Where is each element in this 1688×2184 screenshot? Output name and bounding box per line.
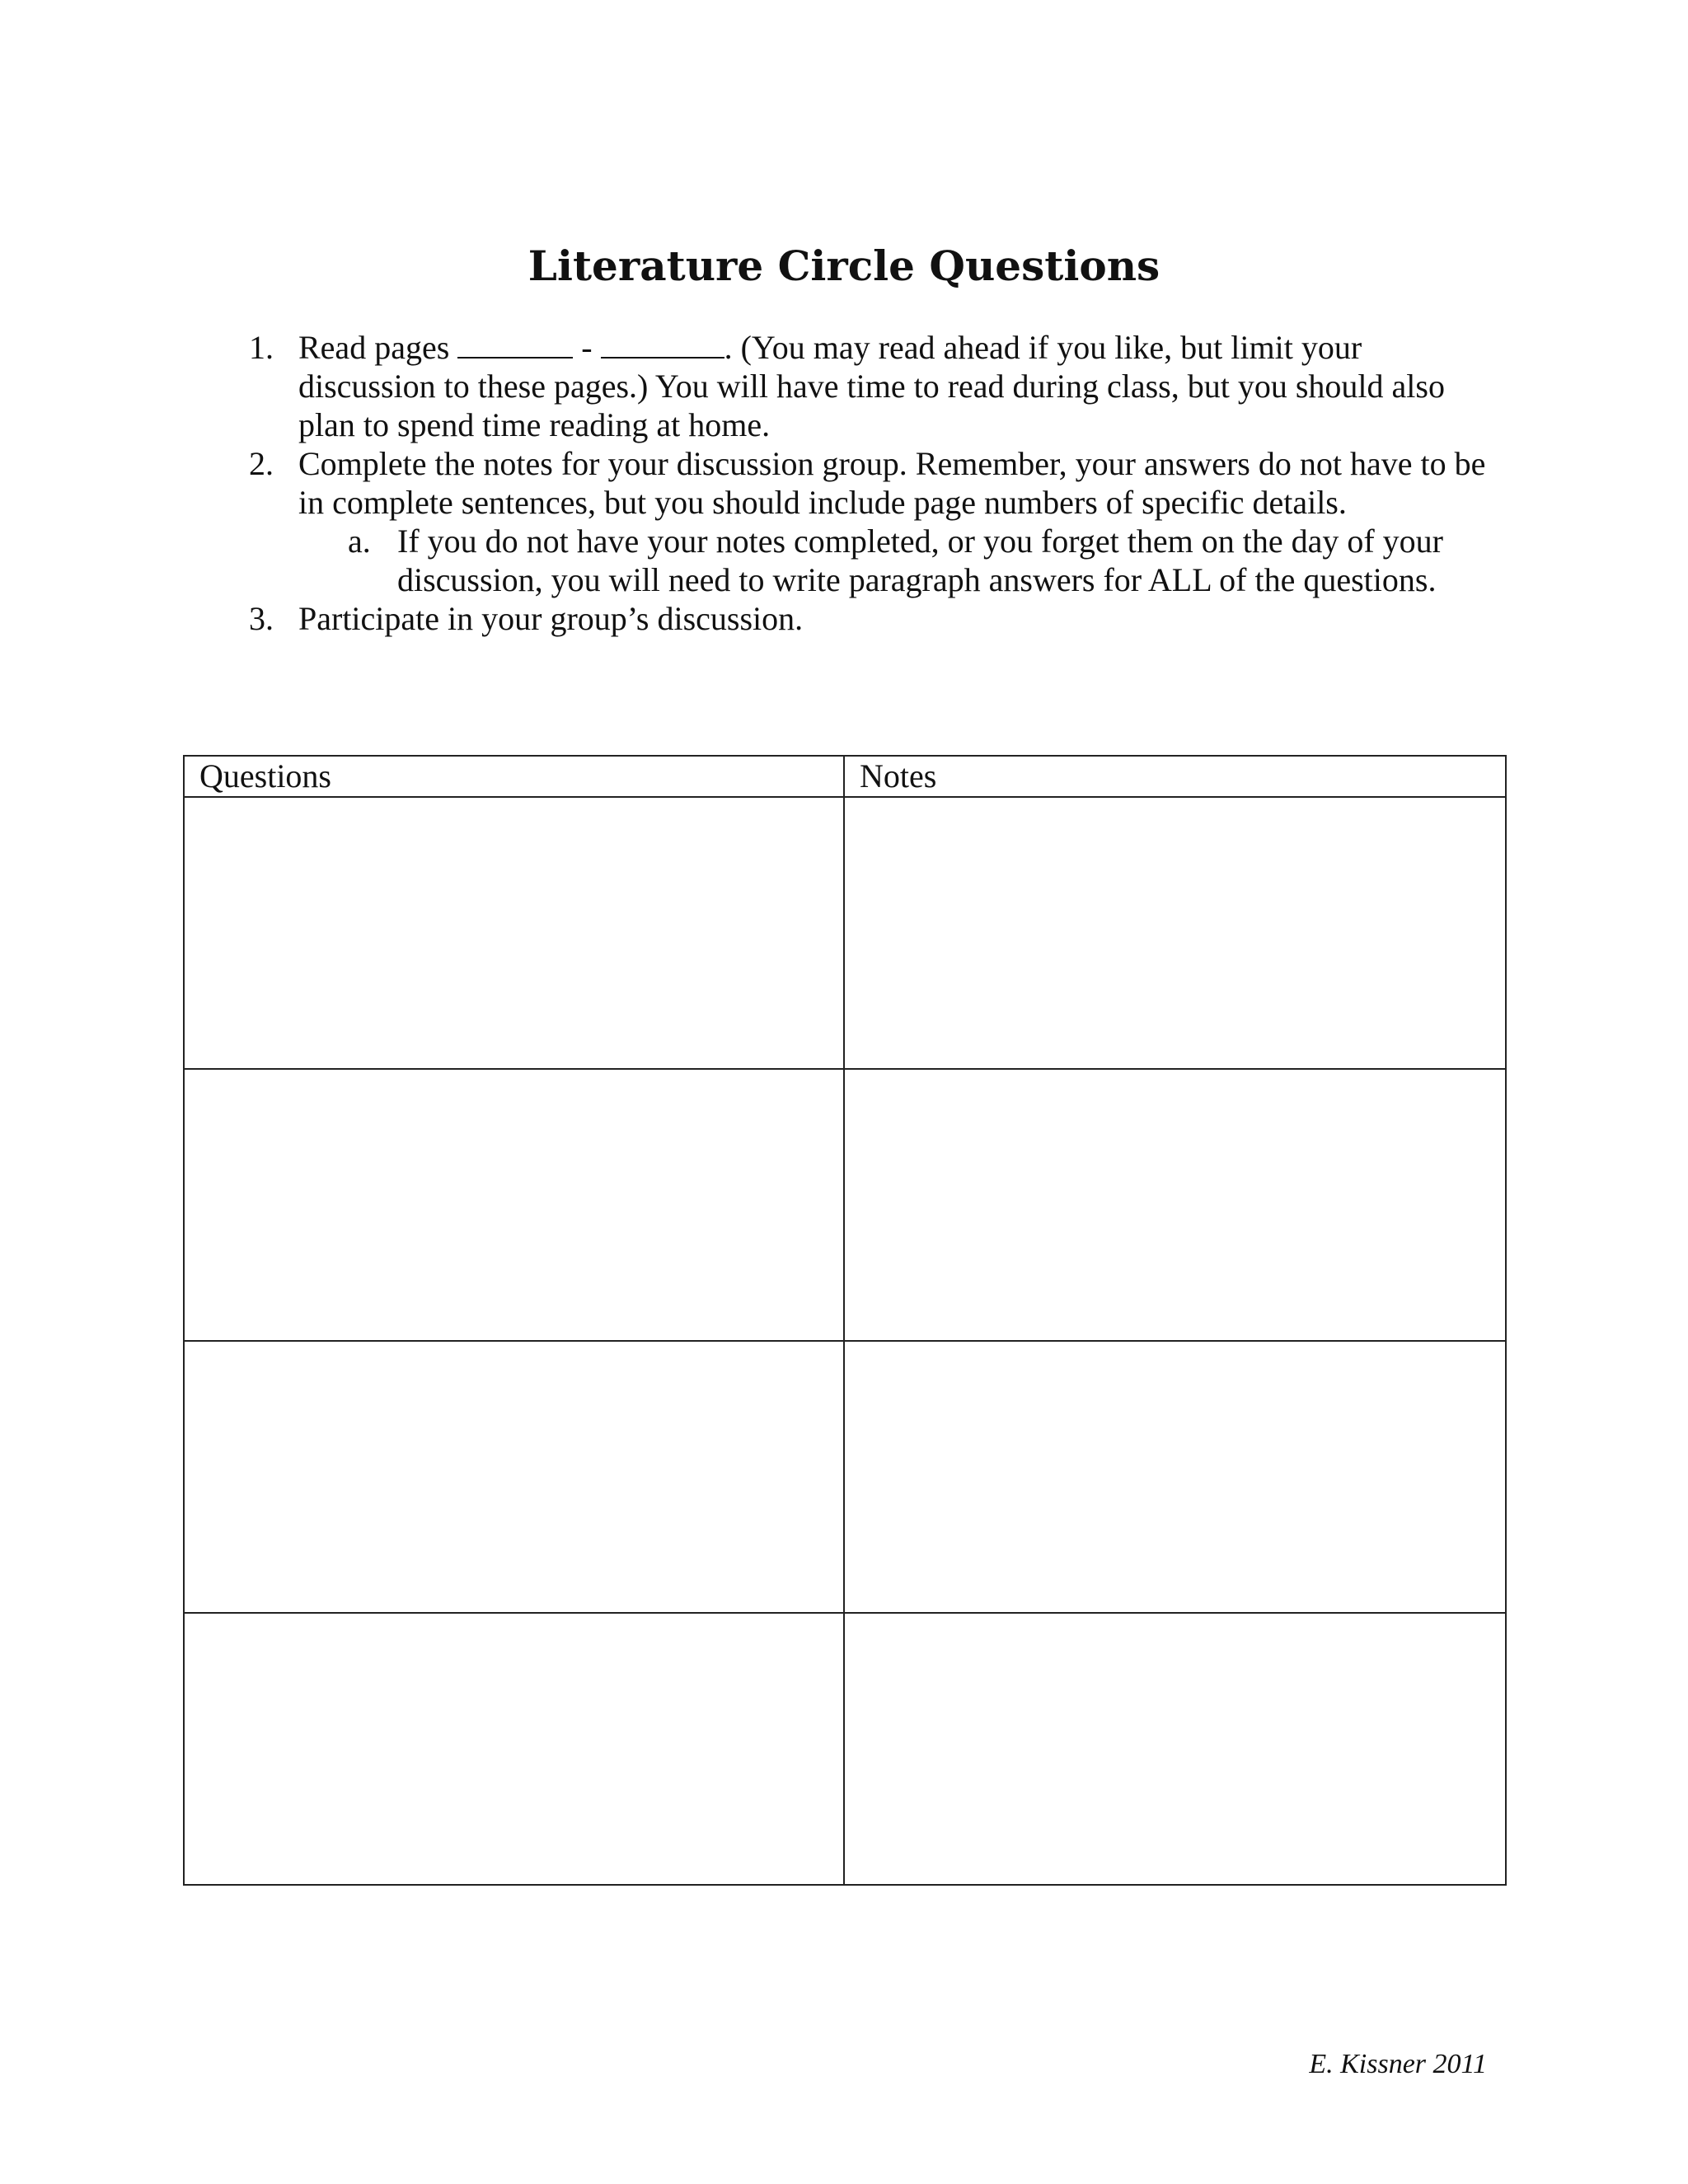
- page-title: Literature Circle Questions: [528, 241, 1160, 290]
- instruction-item-3: [249, 599, 1502, 638]
- column-header-notes: Notes: [844, 756, 1506, 797]
- instruction-text: Participate in your group’s discussion.: [298, 600, 804, 637]
- instruction-number: 3.: [249, 600, 274, 637]
- table-row: [184, 1069, 1506, 1341]
- instruction-sub-number: a.: [348, 523, 371, 560]
- table-row: [184, 1341, 1506, 1613]
- column-header-questions: Questions: [184, 756, 844, 797]
- table-row: [184, 1613, 1506, 1885]
- question-cell[interactable]: [184, 797, 844, 1069]
- instruction-item-2: [249, 444, 1502, 599]
- notes-cell[interactable]: [844, 1341, 1506, 1613]
- instruction-text: . (You may read ahead if you like, but limit your discussion to these pages.) You will have time to read during class, but you should also plan to spend time reading at home.: [298, 329, 1445, 443]
- question-cell[interactable]: [184, 1613, 844, 1885]
- instruction-text: Read pages: [298, 329, 458, 366]
- dash-separator: -: [573, 329, 601, 366]
- table-row: [184, 797, 1506, 1069]
- author-credit: E. Kissner 2011: [1309, 2049, 1487, 2079]
- page-start-blank[interactable]: [457, 329, 573, 359]
- question-cell[interactable]: [184, 1069, 844, 1341]
- instruction-text: Complete the notes for your discussion group. Remember, your answers do not have to be in complete sentences, but you should include page numbers of specific details.: [298, 445, 1486, 521]
- instruction-number: 1.: [249, 329, 274, 366]
- instruction-sub-text: If you do not have your notes completed, or you forget them on the day of your discussion, you will need to write paragraph answers for ALL of the questions.: [397, 523, 1443, 598]
- notes-cell[interactable]: [844, 1613, 1506, 1885]
- page-end-blank[interactable]: [601, 329, 724, 359]
- instructions-list: [0, 328, 1688, 638]
- question-cell[interactable]: [184, 1341, 844, 1613]
- instruction-subitem-a: [348, 522, 1502, 599]
- notes-cell[interactable]: [844, 797, 1506, 1069]
- instruction-item-1: [249, 328, 1502, 444]
- notes-cell[interactable]: [844, 1069, 1506, 1341]
- table-header-row: [184, 756, 1506, 797]
- instruction-number: 2.: [249, 445, 274, 482]
- notes-table: [183, 755, 1507, 1886]
